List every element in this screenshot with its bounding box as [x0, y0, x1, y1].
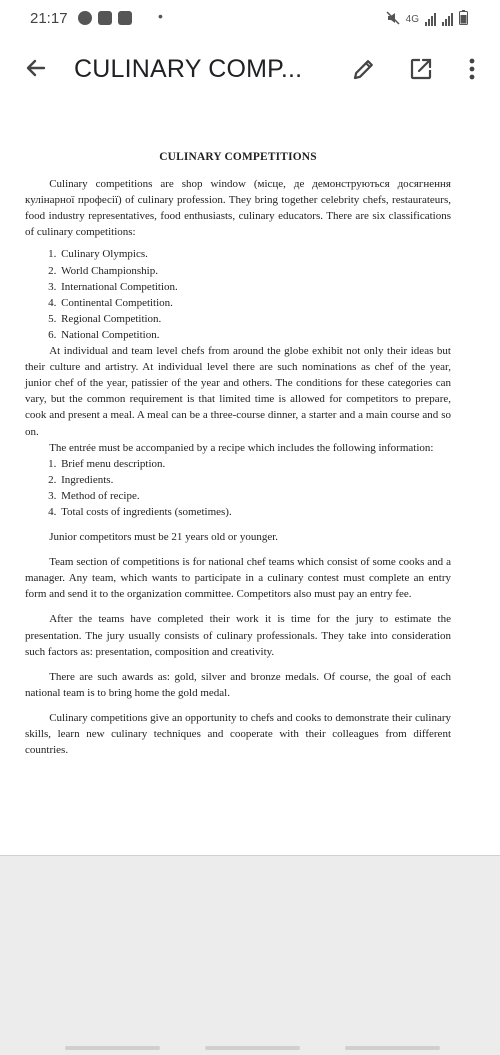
status-time: 21:17	[30, 10, 68, 27]
list-item: 5. Regional Competition.	[59, 311, 451, 327]
list-item: 2. Ingredients.	[59, 472, 451, 488]
signal-icon	[425, 12, 436, 26]
youtube-icon	[98, 11, 112, 25]
list-item: 6. National Competition.	[59, 327, 451, 343]
list-item: 2. World Championship.	[59, 263, 451, 279]
list-item: 1. Brief menu description.	[59, 456, 451, 472]
mute-icon	[386, 11, 400, 28]
cloud-icon	[78, 11, 92, 25]
classification-list	[25, 246, 451, 343]
levels-paragraph: At individual and team level chefs from around the globe exhibit not only their ideas but their culture and artistry. At individual level there are such nominations as chef of the year, junior chef of the year, patissier of the year and others. The conditions for these categories can vary, but the common requirement is that limited time is allowed for competitors to prepare, cook and present a meal. A meal can be a three-course dinner, a starter and a main course and so on.	[25, 345, 451, 438]
edit-pencil-icon[interactable]	[351, 56, 377, 82]
signal-icon-2	[442, 12, 453, 26]
more-vert-icon[interactable]	[459, 56, 485, 82]
team-paragraph: Team section of competitions is for national chef teams which consist of some cooks and a manager. Any team, which wants to participate in a culinary contest must complete an entry form and send it to the organization committee. Competitors also must pay an entry fee.	[25, 556, 451, 601]
open-external-icon[interactable]	[408, 56, 434, 82]
intro-paragraph: Culinary competitions are shop window (місце, де демонструються досягнення кулінарної професії) of culinary profession. They bring together celebrity chefs, restaurateurs, food industry representatives, food enthusiasts, culinary educators. There are six classifications of culinary competitions:	[25, 178, 451, 239]
notification-icons	[78, 11, 132, 25]
page-title: CULINARY COMP...	[74, 55, 303, 83]
nav-pill	[65, 1046, 160, 1050]
camera-icon	[118, 11, 132, 25]
closing-paragraph: Culinary competitions give an opportunity to chefs and cooks to demonstrate their culinary skills, learn new culinary techniques and cooperate with their colleagues from different countries.	[25, 711, 451, 757]
doc-heading: CULINARY COMPETITIONS	[159, 151, 317, 163]
status-bar	[0, 0, 500, 38]
status-right	[386, 10, 468, 28]
nav-pill	[205, 1046, 300, 1050]
recipe-list	[25, 456, 451, 520]
list-item: 4. Total costs of ingredients (sometimes).	[59, 504, 451, 520]
list-item: 1. Culinary Olympics.	[59, 246, 451, 262]
list-item: 3. International Competition.	[59, 279, 451, 295]
awards-paragraph: There are such awards as: gold, silver and bronze medals. Of course, the goal of each national team is to bring home the gold medal.	[25, 670, 451, 699]
list-item: 3. Method of recipe.	[59, 488, 451, 504]
network-type: 4G	[405, 13, 419, 25]
nav-pill	[345, 1046, 440, 1050]
back-arrow-icon[interactable]	[22, 54, 50, 82]
list-item: 4. Continental Competition.	[59, 295, 451, 311]
jury-paragraph: After the teams have completed their work it is time for the jury to estimate the presentation. The jury usually consists of culinary professionals. They take into consideration such factors as: presentation, composition and creativity.	[25, 613, 451, 658]
document-body	[25, 149, 451, 758]
entree-paragraph: The entrée must be accompanied by a recipe which includes the following information:	[49, 441, 434, 454]
more-notifications-icon: •	[158, 8, 163, 24]
battery-icon	[459, 10, 468, 28]
app-bar	[0, 38, 500, 105]
document-page[interactable]	[0, 104, 500, 856]
junior-paragraph: Junior competitors must be 21 years old or younger.	[49, 531, 279, 544]
